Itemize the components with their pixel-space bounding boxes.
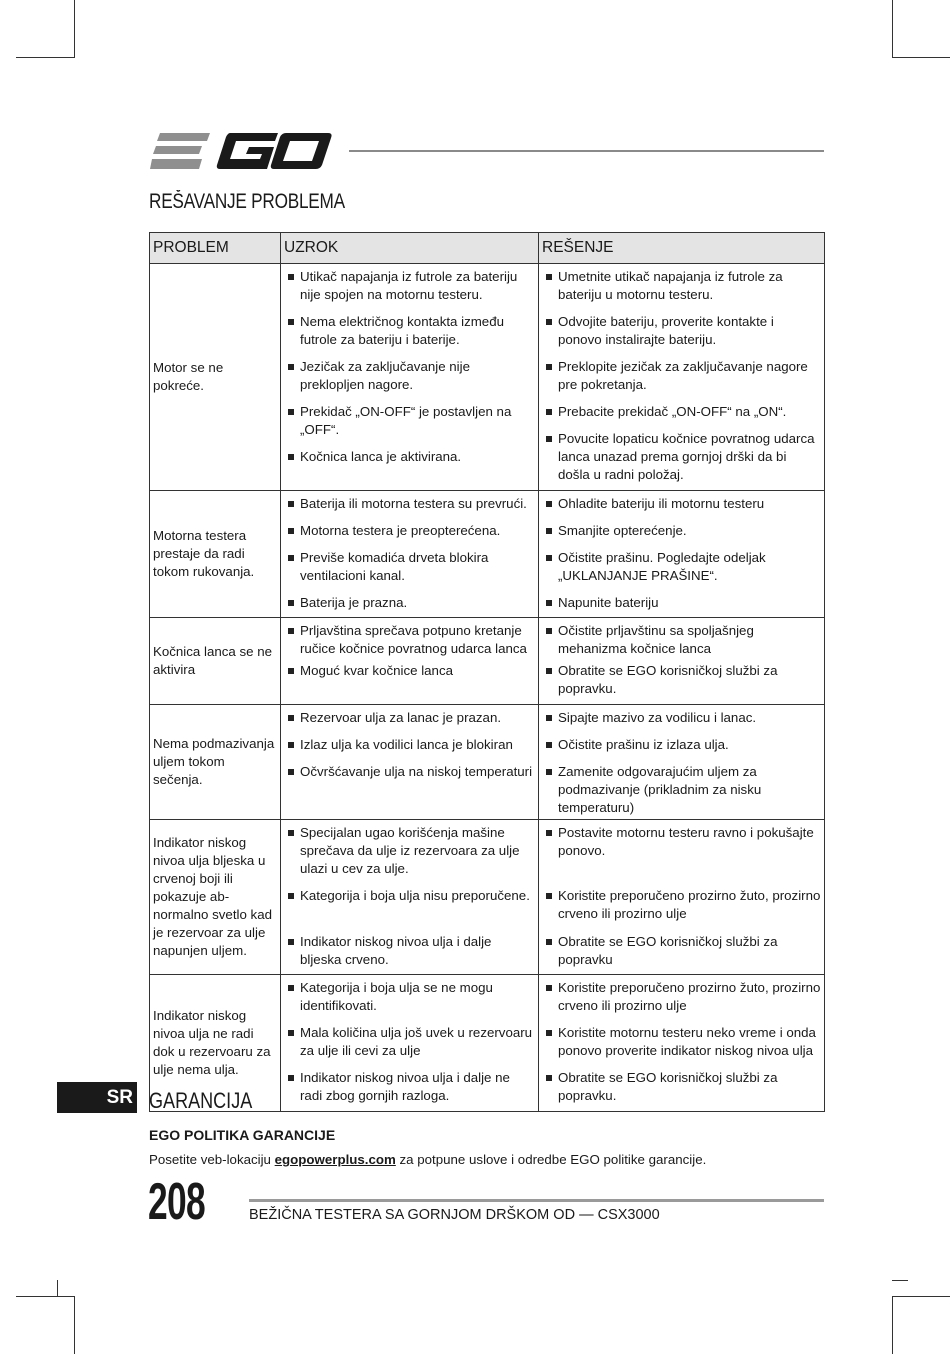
list-item: Očistite prljavštinu sa spoljašnjeg mehanizma kočnice lanca xyxy=(542,622,821,658)
list-item: Jezičak za zaključavanje nije preklopljen nagore. xyxy=(284,358,535,394)
list-item: Smanjite opterećenje. xyxy=(542,522,821,540)
list-item: Baterija ili motorna testera su prevrući. xyxy=(284,495,535,513)
list-item: Kategorija i boja ulja se ne mogu identifikovati. xyxy=(284,979,535,1015)
problem-cell: Nema podmazivanja uljem tokom sečenja. xyxy=(150,705,281,820)
list-item: Kategorija i boja ulja nisu preporučene. xyxy=(284,887,535,905)
list-item: Umetnite utikač napajanja iz futrole za bateriju u motornu testeru. xyxy=(542,268,821,304)
solution-cell xyxy=(539,975,825,1112)
list-item: Moguć kvar kočnice lanca xyxy=(284,662,535,680)
crop-mark xyxy=(74,0,75,58)
table-row xyxy=(150,618,825,705)
warranty-subtitle: EGO POLITIKA GARANCIJE xyxy=(149,1127,336,1143)
solution-cell xyxy=(539,820,825,975)
crop-mark xyxy=(892,57,950,58)
list-item: Očistite prašinu iz izlaza ulja. xyxy=(542,736,821,754)
warranty-link[interactable]: egopowerplus.com xyxy=(274,1152,396,1167)
cause-cell xyxy=(281,820,539,975)
table-row xyxy=(150,491,825,618)
warranty-text xyxy=(149,1152,706,1167)
table-row xyxy=(150,264,825,491)
column-header-problem: PROBLEM xyxy=(150,233,281,264)
solution-cell xyxy=(539,618,825,705)
list-item: Zamenite odgovarajućim uljem za podmazivanje (prikladnim za nisku temperaturu) xyxy=(542,763,821,817)
list-item: Indikator niskog nivoa ulja i dalje bljeska crveno. xyxy=(284,933,535,969)
crop-mark xyxy=(892,0,893,58)
solution-cell xyxy=(539,264,825,491)
problem-cell: Indikator niskog nivoa ulja bljeska u crvenoj boji ili pokazuje ab-normalno svetlo kad je rezervoar za ulje napunjen uljem. xyxy=(150,820,281,975)
list-item: Prebacite prekidač „ON-OFF“ na „ON“. xyxy=(542,403,821,421)
cause-cell xyxy=(281,975,539,1112)
list-item: Očistite prašinu. Pogledajte odeljak „UKLANJANJE PRAŠINE“. xyxy=(542,549,821,585)
list-item: Baterija je prazna. xyxy=(284,594,535,612)
table-row xyxy=(150,705,825,820)
problem-cell: Motorna testera prestaje da radi tokom rukovanja. xyxy=(150,491,281,618)
crop-mark xyxy=(892,1280,908,1281)
list-item: Kočnica lanca je aktivirana. xyxy=(284,448,535,466)
troubleshooting-table xyxy=(149,232,825,1112)
crop-mark xyxy=(57,1280,58,1296)
list-item: Utikač napajanja iz futrole za bateriju nije spojen na motornu testeru. xyxy=(284,268,535,304)
cause-cell xyxy=(281,264,539,491)
list-item: Specijalan ugao korišćenja mašine sprečava da ulje iz rezervoara za ulje ulazi u cev za ulje. xyxy=(284,824,535,878)
problem-cell: Indikator niskog nivoa ulja ne radi dok u rezervoaru za ulje nema ulja. xyxy=(150,975,281,1112)
problem-cell: Kočnica lanca se ne aktivira xyxy=(150,618,281,705)
crop-mark xyxy=(892,1296,950,1297)
page-number: 208 xyxy=(148,1173,205,1231)
language-tab: SR xyxy=(57,1082,137,1113)
warranty-text-before: Posetite veb-lokaciju xyxy=(149,1152,275,1167)
crop-mark xyxy=(16,57,74,58)
list-item: Rezervoar ulja za lanac je prazan. xyxy=(284,709,535,727)
list-item: Ohladite bateriju ili motornu testeru xyxy=(542,495,821,513)
list-item: Sipajte mazivo za vodilicu i lanac. xyxy=(542,709,821,727)
list-item: Očvršćavanje ulja na niskoj temperaturi xyxy=(284,763,535,781)
list-item: Povucite lopaticu kočnice povratnog udarca lanca unazad prema gornjoj drški da bi došla u radni položaj. xyxy=(542,430,821,484)
warranty-title: GARANCIJA xyxy=(149,1088,253,1113)
list-item: Koristite motornu testeru neko vreme i onda ponovo proverite indikator niskog nivoa ulja xyxy=(542,1024,821,1060)
list-item: Previše komadića drveta blokira ventilacioni kanal. xyxy=(284,549,535,585)
section-title: REŠAVANJE PROBLEMA xyxy=(149,190,345,213)
crop-mark xyxy=(74,1296,75,1354)
list-item: Obratite se EGO korisničkoj službi za popravku. xyxy=(542,1069,821,1105)
warranty-text-after: za potpune uslove i odredbe EGO politike garancije. xyxy=(395,1152,707,1167)
cause-cell xyxy=(281,618,539,705)
list-item: Mala količina ulja još uvek u rezervoaru za ulje ili cevi za ulje xyxy=(284,1024,535,1060)
crop-mark xyxy=(892,1296,893,1354)
list-item: Prljavština sprečava potpuno kretanje ručice kočnice povratnog udarca lanca xyxy=(284,622,535,658)
list-item: Koristite preporučeno prozirno žuto, prozirno crveno ili prozirno ulje xyxy=(542,887,821,923)
crop-mark xyxy=(16,1296,74,1297)
list-item: Motorna testera je preopterećena. xyxy=(284,522,535,540)
list-item: Preklopite jezičak za zaključavanje nagore pre pokretanja. xyxy=(542,358,821,394)
header-rule xyxy=(349,150,824,152)
list-item: Prekidač „ON-OFF“ je postavljen na „OFF“. xyxy=(284,403,535,439)
column-header-cause: UZROK xyxy=(281,233,539,264)
footer-rule xyxy=(249,1199,824,1202)
cause-cell xyxy=(281,491,539,618)
list-item: Postavite motornu testeru ravno i pokušajte ponovo. xyxy=(542,824,821,860)
column-header-solution: REŠENJE xyxy=(539,233,825,264)
solution-cell xyxy=(539,705,825,820)
ego-logo xyxy=(150,131,332,171)
cause-cell xyxy=(281,705,539,820)
list-item: Koristite preporučeno prozirno žuto, prozirno crveno ili prozirno ulje xyxy=(542,979,821,1015)
list-item: Indikator niskog nivoa ulja i dalje ne radi zbog gornjih razloga. xyxy=(284,1069,535,1105)
table-header-row xyxy=(150,233,825,264)
solution-cell xyxy=(539,491,825,618)
list-item: Nema električnog kontakta između futrole za bateriju i baterije. xyxy=(284,313,535,349)
list-item: Obratite se EGO korisničkoj službi za popravku xyxy=(542,933,821,969)
list-item: Obratite se EGO korisničkoj službi za popravku. xyxy=(542,662,821,698)
list-item: Izlaz ulja ka vodilici lanca je blokiran xyxy=(284,736,535,754)
table-row xyxy=(150,820,825,975)
list-item: Odvojite bateriju, proverite kontakte i ponovo instalirajte bateriju. xyxy=(542,313,821,349)
list-item: Napunite bateriju xyxy=(542,594,821,612)
problem-cell: Motor se ne pokreće. xyxy=(150,264,281,491)
product-title: BEŽIČNA TESTERA SA GORNJOM DRŠKOM OD — CSX3000 xyxy=(249,1207,660,1223)
